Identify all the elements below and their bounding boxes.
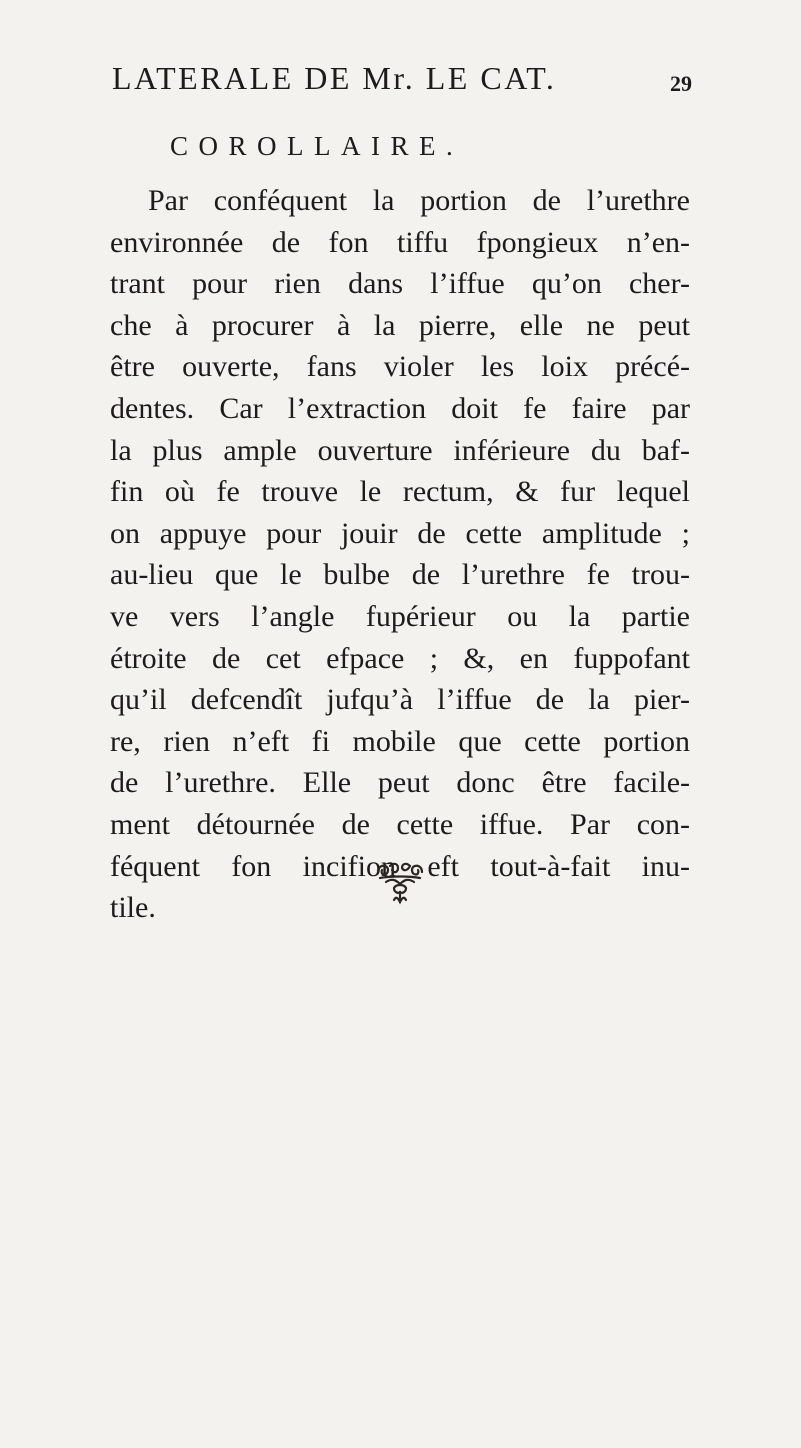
printers-ornament-icon xyxy=(372,858,428,908)
text-line: on appuye pour jouir de cette amplitude ; xyxy=(110,516,690,550)
text-line: environnée de fon tiffu fpongieux n’en- xyxy=(110,225,690,259)
text-line: fin où fe trouve le rectum, & fur lequel xyxy=(110,475,690,509)
body-text xyxy=(110,180,690,929)
text-line: être ouverte, fans violer les loix précé- xyxy=(110,350,690,384)
text-line: che à procurer à la pierre, elle ne peut xyxy=(110,308,690,342)
text-line: ve vers l’angle fupérieur ou la partie xyxy=(110,599,690,633)
text-line: re, rien n’eft fi mobile que cette portion xyxy=(110,724,690,758)
text-line: trant pour rien dans l’iffue qu’on cher- xyxy=(110,267,690,301)
running-head xyxy=(112,58,692,106)
running-title: LATERALE DE Mr. LE CAT. xyxy=(112,60,557,96)
text-line: qu’il defcendît jufqu’à l’iffue de la pier- xyxy=(110,683,690,717)
page-number: 29 xyxy=(670,71,692,96)
text-line: dentes. Car l’extraction doit fe faire par xyxy=(110,391,690,425)
ornament-svg xyxy=(372,858,428,908)
text-line: au-lieu que le bulbe de l’urethre fe trou- xyxy=(110,558,690,592)
text-line: Par conféquent la portion de l’urethre xyxy=(148,184,690,217)
text-line: ment détournée de cette iffue. Par con- xyxy=(110,807,690,841)
text-line: tile. xyxy=(110,891,156,925)
text-line: féquent fon incifion eft tout-à-fait inu- xyxy=(110,849,690,883)
text-line: de l’urethre. Elle peut donc être facile- xyxy=(110,766,690,800)
text-line: la plus ample ouverture inférieure du baf- xyxy=(110,433,690,467)
section-heading: COROLLAIRE. xyxy=(170,131,464,161)
text-line: étroite de cet efpace ; &, en fuppofant xyxy=(110,641,690,675)
